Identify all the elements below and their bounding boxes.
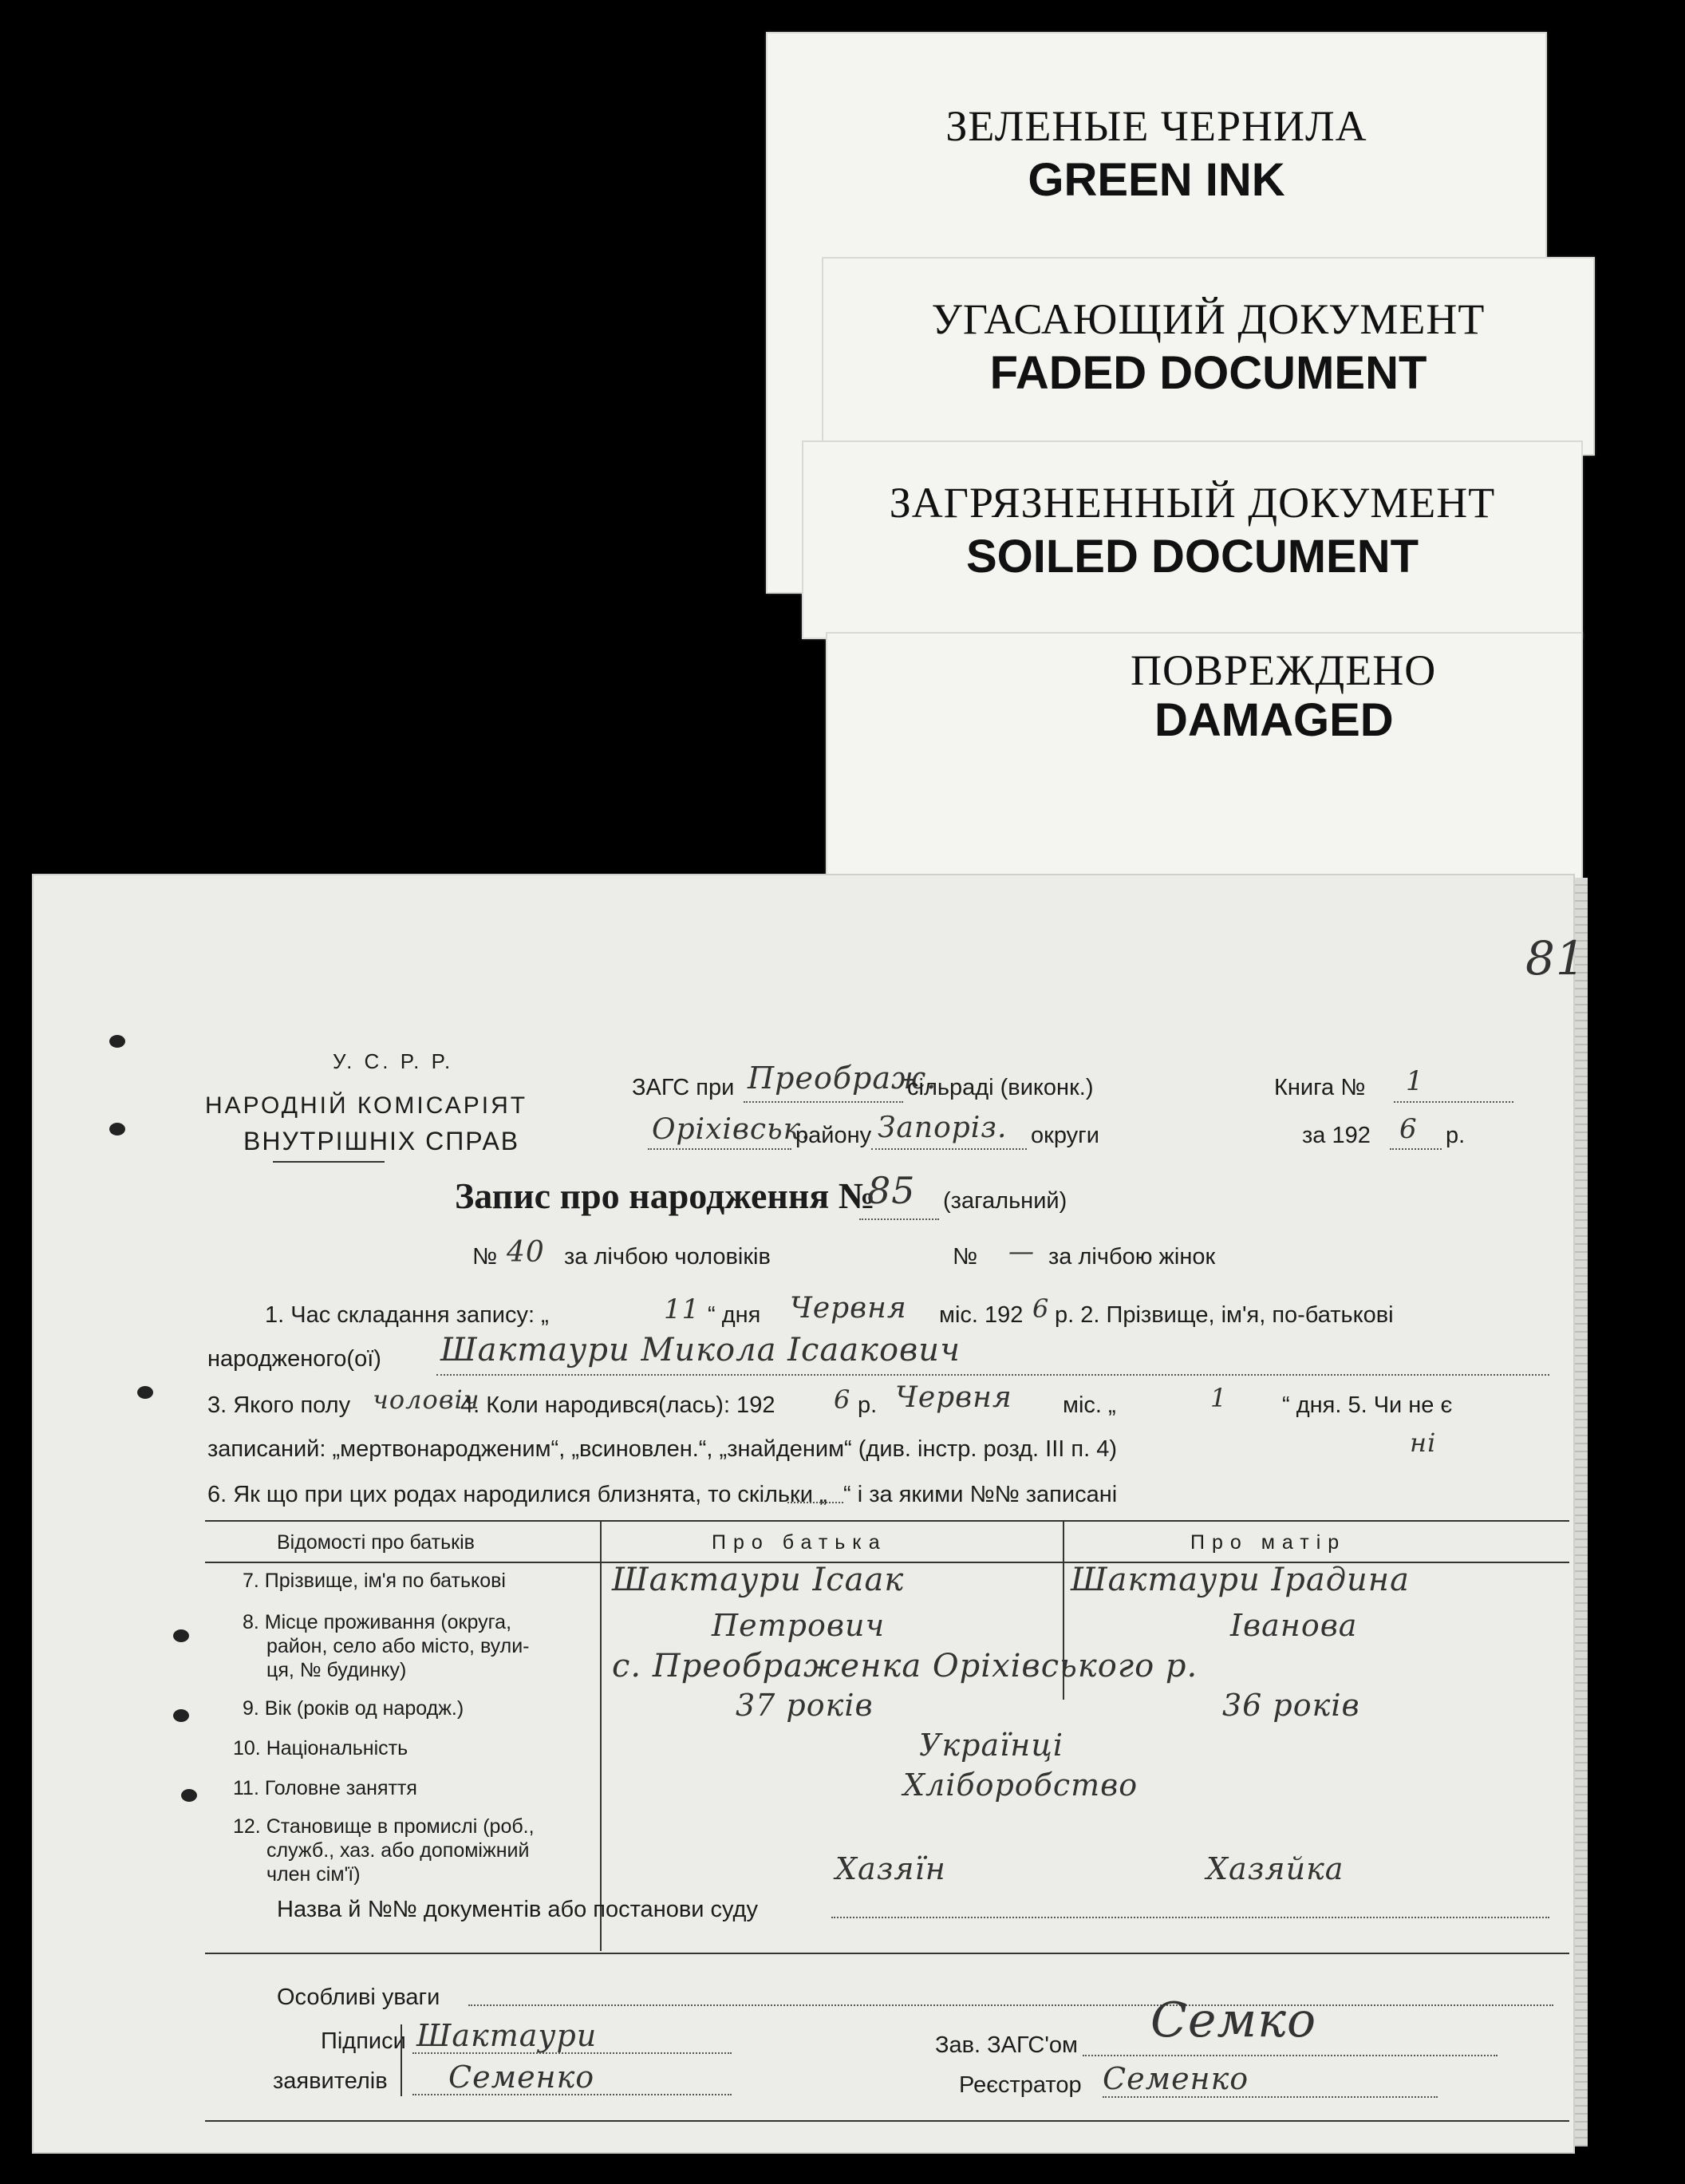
label-soiled-en: SOILED DOCUMENT	[965, 531, 1419, 583]
line2-label: народженого(ої)	[207, 1346, 381, 1372]
child-sex: чоловіч	[373, 1384, 480, 1415]
label-faded-ru: УГАСАЮЩИЙ ДОКУМЕНТ	[931, 295, 1486, 343]
line4-label: записаний: „мертвонародженим“, „всиновлен.“, „знайденим“ (див. інстр. розд. III п. 4)	[207, 1436, 1117, 1462]
punch-hole	[173, 1629, 189, 1642]
men-number: 40	[507, 1236, 545, 1269]
zags-head-label: Зав. ЗАГС'ом	[935, 2032, 1078, 2058]
residence: с. Преображенка Оріхівського р.	[612, 1648, 1198, 1684]
line5-label: 6. Як що при цих родах народилися близнята, то скільки „	[207, 1482, 827, 1507]
registrar-label: Реєстратор	[959, 2072, 1082, 2098]
table-head-father: Про батька	[712, 1531, 887, 1554]
punch-hole	[109, 1123, 125, 1135]
punch-hole	[173, 1709, 189, 1722]
child-name: Шактаури Микола Ісаакович	[440, 1332, 961, 1368]
nationality: Українці	[919, 1728, 1063, 1763]
line1-day-label: “ дня	[708, 1302, 761, 1328]
label-green-ink-en: GREEN INK	[1028, 154, 1285, 206]
stillborn-answer: ні	[1410, 1428, 1437, 1458]
book-label: Книга №	[1274, 1075, 1366, 1100]
punch-hole	[181, 1789, 197, 1802]
men-count-label: за лічбою чоловіків	[564, 1244, 771, 1270]
men-number-label: №	[472, 1244, 498, 1270]
line1-label: 1. Час складання запису: „	[265, 1302, 549, 1328]
birth-day: 1	[1210, 1383, 1228, 1413]
father-patronymic: Петрович	[712, 1608, 886, 1643]
applicant-signature-2: Семенко	[448, 2060, 595, 2095]
record-day: 11	[664, 1293, 700, 1325]
header-commissariat: НАРОДНІЙ КОМІСАРІЯТ	[205, 1092, 528, 1119]
selrada-name: Преображ.	[748, 1060, 937, 1096]
row8-label-3: ця, № будинку)	[266, 1659, 407, 1681]
label-green-ink-ru: ЗЕЛЕНЫЕ ЧЕРНИЛА	[945, 102, 1367, 150]
mother-name: Шактаури Ірадина	[1071, 1562, 1411, 1598]
label-faded	[822, 257, 1595, 456]
book-number: 1	[1406, 1065, 1424, 1097]
label-faded-en: FADED DOCUMENT	[989, 347, 1427, 399]
notes-label: Особливі уваги	[277, 1985, 440, 2010]
row12-label: 12. Становище в промислі (роб.,	[233, 1815, 535, 1838]
mother-status: Хазяйка	[1206, 1851, 1344, 1886]
line1-name-label: р. 2. Прізвище, ім'я, по-батькові	[1055, 1302, 1394, 1328]
year-suffix: р.	[1446, 1123, 1466, 1148]
birth-record-form	[32, 874, 1586, 2154]
row10-label: 10. Національність	[233, 1737, 408, 1759]
women-number-label: №	[953, 1244, 978, 1270]
mother-patronymic: Іванова	[1230, 1608, 1358, 1643]
table-head-mother: Про матір	[1190, 1531, 1347, 1554]
label-damaged-en: DAMAGED	[1154, 694, 1394, 746]
page-title: Запис про народження №	[455, 1175, 876, 1216]
line5-tail: “ і за якими №№ записані	[843, 1482, 1118, 1507]
signatures-label-2: заявителів	[273, 2068, 388, 2094]
father-age: 37 років	[736, 1688, 874, 1723]
documents-label: Назва й №№ документів або постанови суду	[277, 1897, 758, 1922]
record-year: 6	[1032, 1293, 1050, 1324]
line3-label: 3. Якого полу	[207, 1392, 351, 1418]
line3-tail: “ дня. 5. Чи не є	[1282, 1392, 1453, 1418]
year-label: за 192	[1302, 1123, 1371, 1148]
zags-label: ЗАГС при	[632, 1075, 735, 1100]
label-soiled	[802, 440, 1583, 639]
row12-label-3: член сім'ї)	[266, 1863, 361, 1886]
mother-age: 36 років	[1222, 1688, 1360, 1723]
line1-year-label: міс. 192	[939, 1302, 1024, 1328]
line3-r: р.	[858, 1392, 878, 1418]
record-general: (загальний)	[943, 1188, 1067, 1214]
punch-hole	[109, 1035, 125, 1048]
occupation: Хліборобство	[903, 1767, 1138, 1803]
record-number: 85	[867, 1169, 916, 1212]
header-ussr: У. С. Р. Р.	[333, 1049, 454, 1073]
year-value: 6	[1399, 1113, 1418, 1145]
row11-label: 11. Головне заняття	[233, 1777, 417, 1799]
row12-label-2: служб., хаз. або допоміжний	[266, 1839, 530, 1862]
row8-label-2: район, село або місто, вули-	[266, 1635, 530, 1657]
page-number: 81	[1525, 931, 1586, 985]
applicant-signature-1: Шактаури	[416, 2018, 598, 2053]
line3-birth-label: 4. Коли народився(лась): 192	[460, 1392, 775, 1418]
selrada-label: сільраді (виконк.)	[907, 1075, 1094, 1100]
line3-month-label: міс. „	[1063, 1392, 1116, 1418]
label-soiled-ru: ЗАГРЯЗНЕННЫЙ ДОКУМЕНТ	[889, 479, 1496, 527]
record-month: Червня	[790, 1292, 907, 1325]
raion-label: району	[795, 1123, 872, 1148]
women-number: —	[1008, 1236, 1035, 1266]
okrug-label: округи	[1031, 1123, 1099, 1148]
father-status: Хазяїн	[835, 1851, 946, 1886]
birth-year: 6	[834, 1384, 851, 1415]
row7-label: 7. Прізвище, ім'я по батькові	[243, 1570, 506, 1592]
label-damaged	[826, 632, 1583, 898]
birth-month: Червня	[895, 1381, 1012, 1414]
zags-head-signature: Семко	[1150, 1992, 1317, 2048]
punch-hole	[137, 1386, 153, 1399]
raion-name: Оріхівськ.	[652, 1113, 811, 1146]
header-internal-affairs: ВНУТРІШНІХ СПРАВ	[243, 1127, 520, 1155]
father-name: Шактаури Ісаак	[612, 1562, 905, 1598]
label-damaged-ru: ПОВРЕЖДЕНО	[1131, 646, 1437, 694]
registrar-signature: Семенко	[1103, 2061, 1249, 2096]
signatures-label: Підписи	[321, 2028, 406, 2054]
row9-label: 9. Вік (років од народж.)	[243, 1697, 464, 1720]
okrug-name: Запоріз.	[878, 1112, 1008, 1144]
row8-label: 8. Місце проживання (округа,	[243, 1611, 512, 1633]
table-head-info: Відомості про батьків	[277, 1531, 475, 1554]
women-count-label: за лічбою жінок	[1048, 1244, 1216, 1270]
